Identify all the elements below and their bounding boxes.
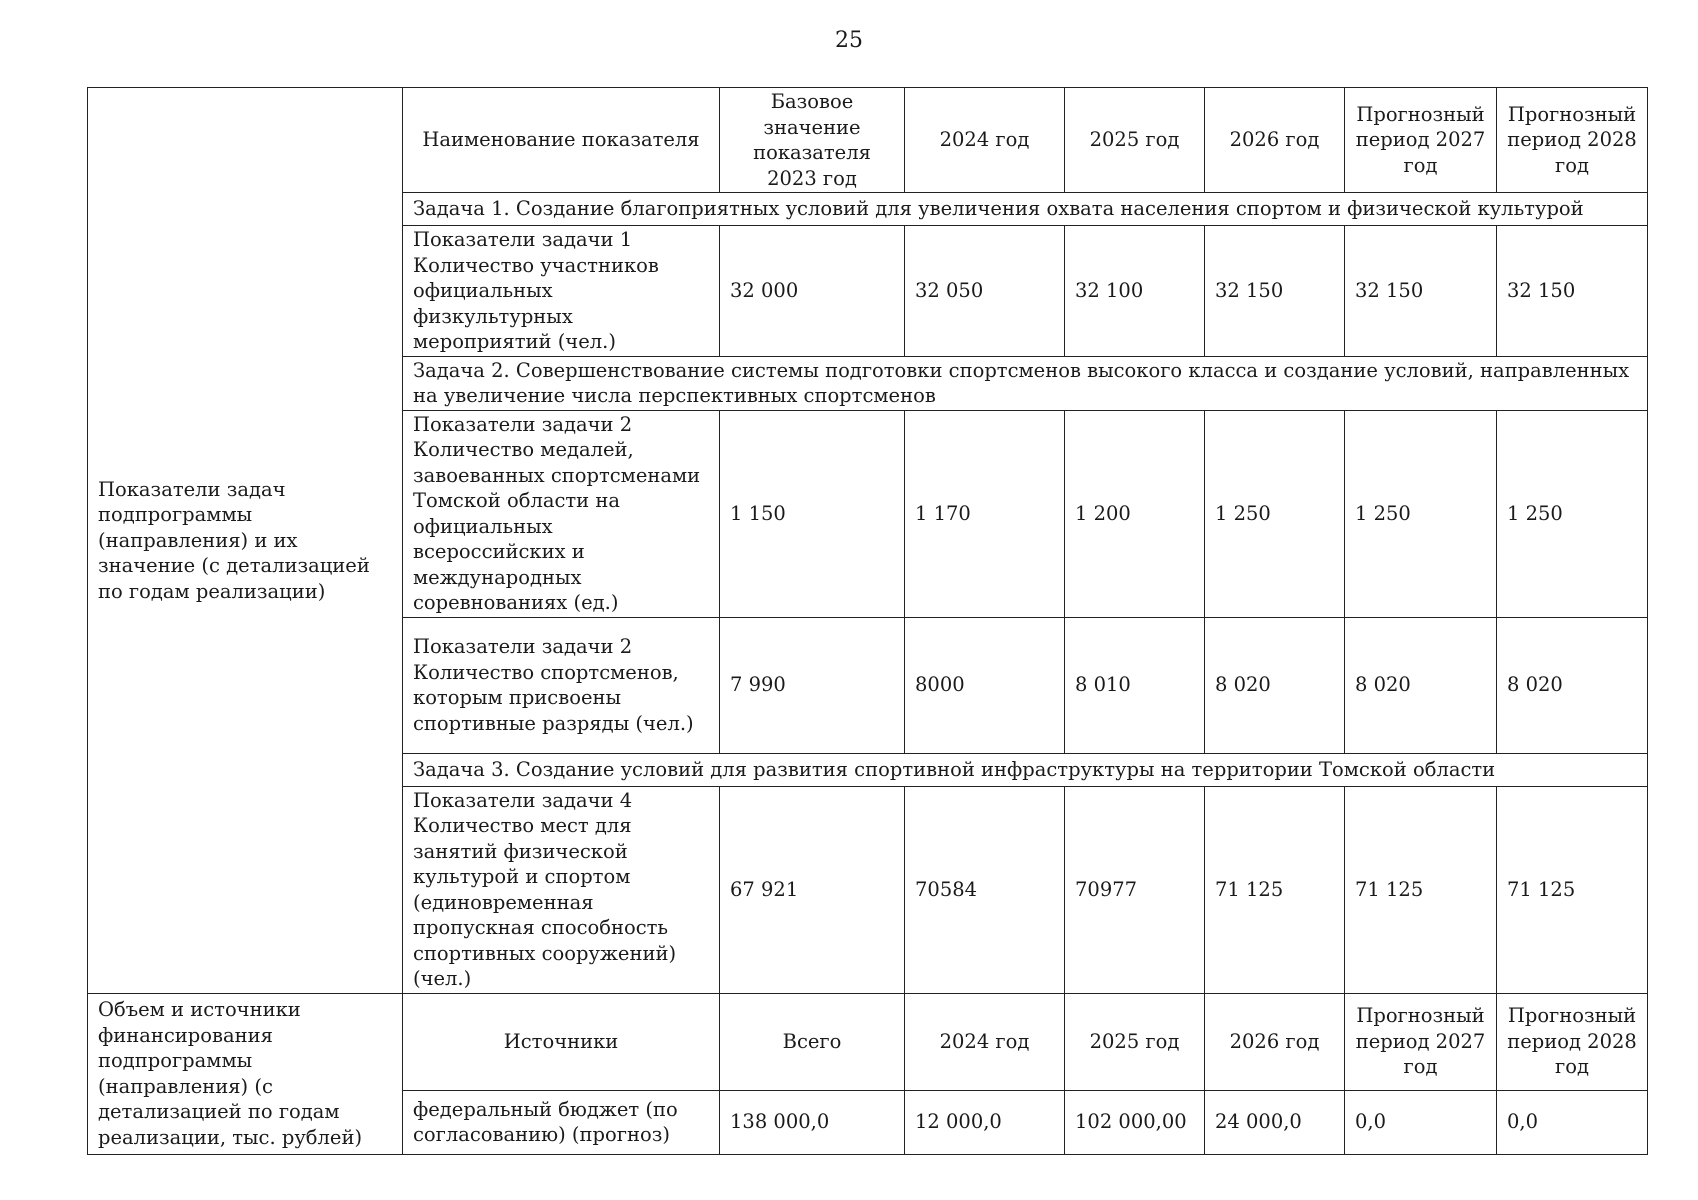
indicator-1-base: 32 000 [720,226,905,357]
indicator-4-2027: 71 125 [1345,786,1497,993]
indicator-3-base: 7 990 [720,617,905,753]
task-2-title: Задача 2. Совершенствование системы подготовки спортсменов высокого класса и создание условий, направленных на увеличение числа перспективных спортсменов [403,356,1648,410]
indicators-header-row [88,88,1648,193]
indicators-row-label: Показатели задач подпрограммы (направления) и их значение (с детализацией по годам реализации) [88,88,403,994]
federal-2025: 102 000,00 [1065,1090,1205,1154]
indicator-1-2026: 32 150 [1205,226,1345,357]
header-indicator-name: Наименование показателя [403,88,720,193]
indicator-2-name: Показатели задачи 2 Количество медалей, завоеванных спортсменами Томской области на официальных всероссийских и международных соревнованиях (ед.) [403,410,720,617]
indicator-4-name: Показатели задачи 4 Количество мест для занятий физической культурой и спортом (единовременная пропускная способность спортивных сооружений) (чел.) [403,786,720,993]
fin-header-2027: Прогнозный период 2027 год [1345,993,1497,1090]
indicator-2-2028: 1 250 [1497,410,1648,617]
federal-2026: 24 000,0 [1205,1090,1345,1154]
financing-header-row [88,993,1648,1090]
indicator-4-2026: 71 125 [1205,786,1345,993]
header-2028: Прогнозный период 2028 год [1497,88,1648,193]
indicator-3-2028: 8 020 [1497,617,1648,753]
indicator-2-2024: 1 170 [905,410,1065,617]
header-total: Всего [720,993,905,1090]
indicator-3-2025: 8 010 [1065,617,1205,753]
federal-2027: 0,0 [1345,1090,1497,1154]
header-2027: Прогнозный период 2027 год [1345,88,1497,193]
indicator-1-2024: 32 050 [905,226,1065,357]
indicator-3-2027: 8 020 [1345,617,1497,753]
indicator-2-2025: 1 200 [1065,410,1205,617]
header-sources: Источники [403,993,720,1090]
header-base-value: Базовое значение показателя 2023 год [720,88,905,193]
indicator-1-name: Показатели задачи 1 Количество участников официальных физкультурных мероприятий (чел.) [403,226,720,357]
task-3-title: Задача 3. Создание условий для развития спортивной инфраструктуры на территории Томской области [403,753,1648,786]
federal-total: 138 000,0 [720,1090,905,1154]
federal-2024: 12 000,0 [905,1090,1065,1154]
indicator-3-2024: 8000 [905,617,1065,753]
indicator-3-2026: 8 020 [1205,617,1345,753]
indicator-1-2027: 32 150 [1345,226,1497,357]
indicator-4-base: 67 921 [720,786,905,993]
federal-2028: 0,0 [1497,1090,1648,1154]
indicator-3-name: Показатели задачи 2 Количество спортсменов, которым присвоены спортивные разряды (чел.) [403,617,720,753]
indicator-4-2024: 70584 [905,786,1065,993]
header-2025: 2025 год [1065,88,1205,193]
financing-row-label: Объем и источники финансирования подпрограммы (направления) (с детализацией по годам реализации, тыс. рублей) [88,993,403,1154]
header-2024: 2024 год [905,88,1065,193]
task-1-title: Задача 1. Создание благоприятных условий для увеличения охвата населения спортом и физической культурой [403,193,1648,226]
indicator-4-2025: 70977 [1065,786,1205,993]
indicator-1-2025: 32 100 [1065,226,1205,357]
indicator-4-2028: 71 125 [1497,786,1648,993]
indicator-2-2026: 1 250 [1205,410,1345,617]
indicator-2-base: 1 150 [720,410,905,617]
fin-header-2024: 2024 год [905,993,1065,1090]
fin-header-2028: Прогнозный период 2028 год [1497,993,1648,1090]
subprogram-passport-table [87,87,1648,1155]
fin-header-2025: 2025 год [1065,993,1205,1090]
federal-budget-name: федеральный бюджет (по согласованию) (прогноз) [403,1090,720,1154]
fin-header-2026: 2026 год [1205,993,1345,1090]
indicator-1-2028: 32 150 [1497,226,1648,357]
indicator-2-2027: 1 250 [1345,410,1497,617]
page-number: 25 [835,28,863,53]
header-2026: 2026 год [1205,88,1345,193]
